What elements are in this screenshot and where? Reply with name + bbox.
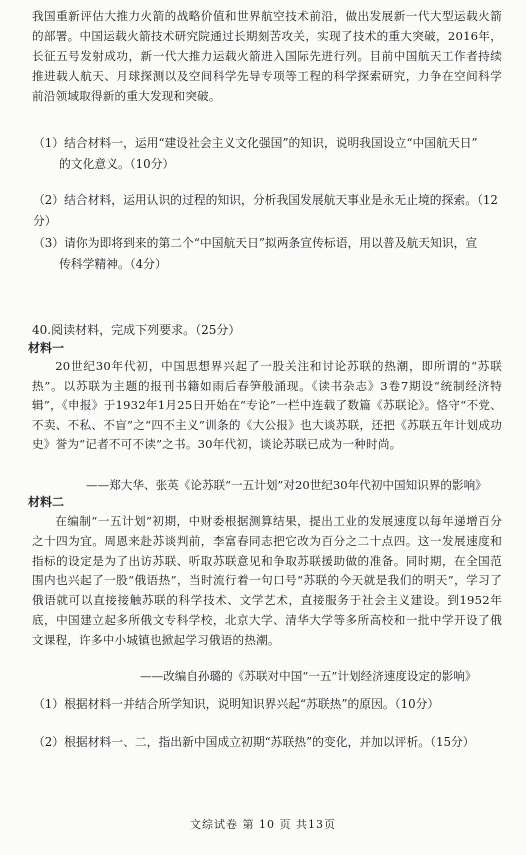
question-40-2: （2）根据材料一、二，指出新中国成立初期“苏联热”的变化，并加以评析。（15分）: [33, 735, 475, 749]
question-39-3: [33, 233, 503, 275]
page-footer: 文综试卷 第 10 页 共13页: [190, 818, 336, 831]
material-1-source: ——郑大华、张英《论苏联“一五计划”对20世纪30年代初中国知识界的影响》: [86, 478, 487, 492]
material-2-title: 材料二: [28, 495, 65, 509]
question-39-2: （2）结合材料，运用认识的过程的知识，分析我国发展航天事业是永无止境的探索。（12分）: [33, 193, 498, 228]
question-39-1-line1: （1）结合材料一，运用“建设社会主义文化强国”的知识，说明我国设立“中国航天日”: [33, 136, 478, 150]
material-2-text: 在编制“一五计划”初期，中财委根据测算结果，提出工业的发展速度以每年递增百分之十四为宜。周恩来赴苏谈判前，李富春同志把它改为百分之二十点四。这一发展速度和指标的设定是为了出访苏联、听取苏联意见和争取苏联援助做的准备。同时期，在全国范围内也兴起了一股“俄语热”，当时流行着一句口号“苏联的今天就是我们的明天”，学习了俄语就可以直接接触苏联的科学技术、文学艺术，直接服务于社会主义建设。到1952年底，中国建立起多所俄文专科学校，北京大学、清华大学等多所高校和一批中学开设了俄文课程，许多中小城镇也掀起学习俄语的热潮。: [32, 514, 502, 647]
question-39-3-line2: 传科学精神。（4分）: [59, 257, 167, 271]
question-39-1: [33, 133, 503, 175]
material-1-title: 材料一: [28, 341, 65, 355]
question-40-1: （1）根据材料一并结合所学知识，说明知识界兴起“苏联热”的原因。（10分）: [33, 697, 440, 711]
material-1-text: 20世纪30年代初，中国思想界兴起了一股关注和讨论苏联的热潮，即所谓的“苏联热”。以苏联为主题的报刊书籍如雨后春笋般涌现。《读书杂志》3卷7期设“统制经济特辑”，《申报》于1932年1月25日开始在“专论”一栏中连载了数篇《苏联论》。恪守“不党、不卖、不私、不盲”之“四不主义”训条的《大公报》也大谈苏联，还把《苏联五年计划成功史》誉为“记者不可不读”之书。30年代初，谈论苏联已成为一种时尚。: [32, 359, 502, 451]
question-39-1-line2: 的文化意义。（10分）: [59, 157, 175, 171]
question-40-heading: 40.阅读材料，完成下列要求。（25分）: [32, 323, 241, 337]
question-39-3-line1: （3）请你为即将到来的第二个“中国航天日”拟两条宣传标语，用以普及航天知识，宣: [33, 236, 478, 250]
intro-paragraph: 我国重新评估大推力火箭的战略价值和世界航空技术前沿，做出发展新一代大型运载火箭的部署。中国运载火箭技术研究院通过长期刻苦攻关，实现了技术的重大突破，2016年，长征五号发射成功，新一代大推力运载火箭进入国际先进行列。目前中国航天工作者持续推进载人航天、月球探测以及空间科学先导专项等工程的科学探索研究，力争在空间科学前沿领域取得新的重大发现和突破。: [32, 9, 502, 103]
material-2-source: ——改编自孙璐的《苏联对中国“一五”计划经济速度设定的影响》: [140, 669, 477, 683]
